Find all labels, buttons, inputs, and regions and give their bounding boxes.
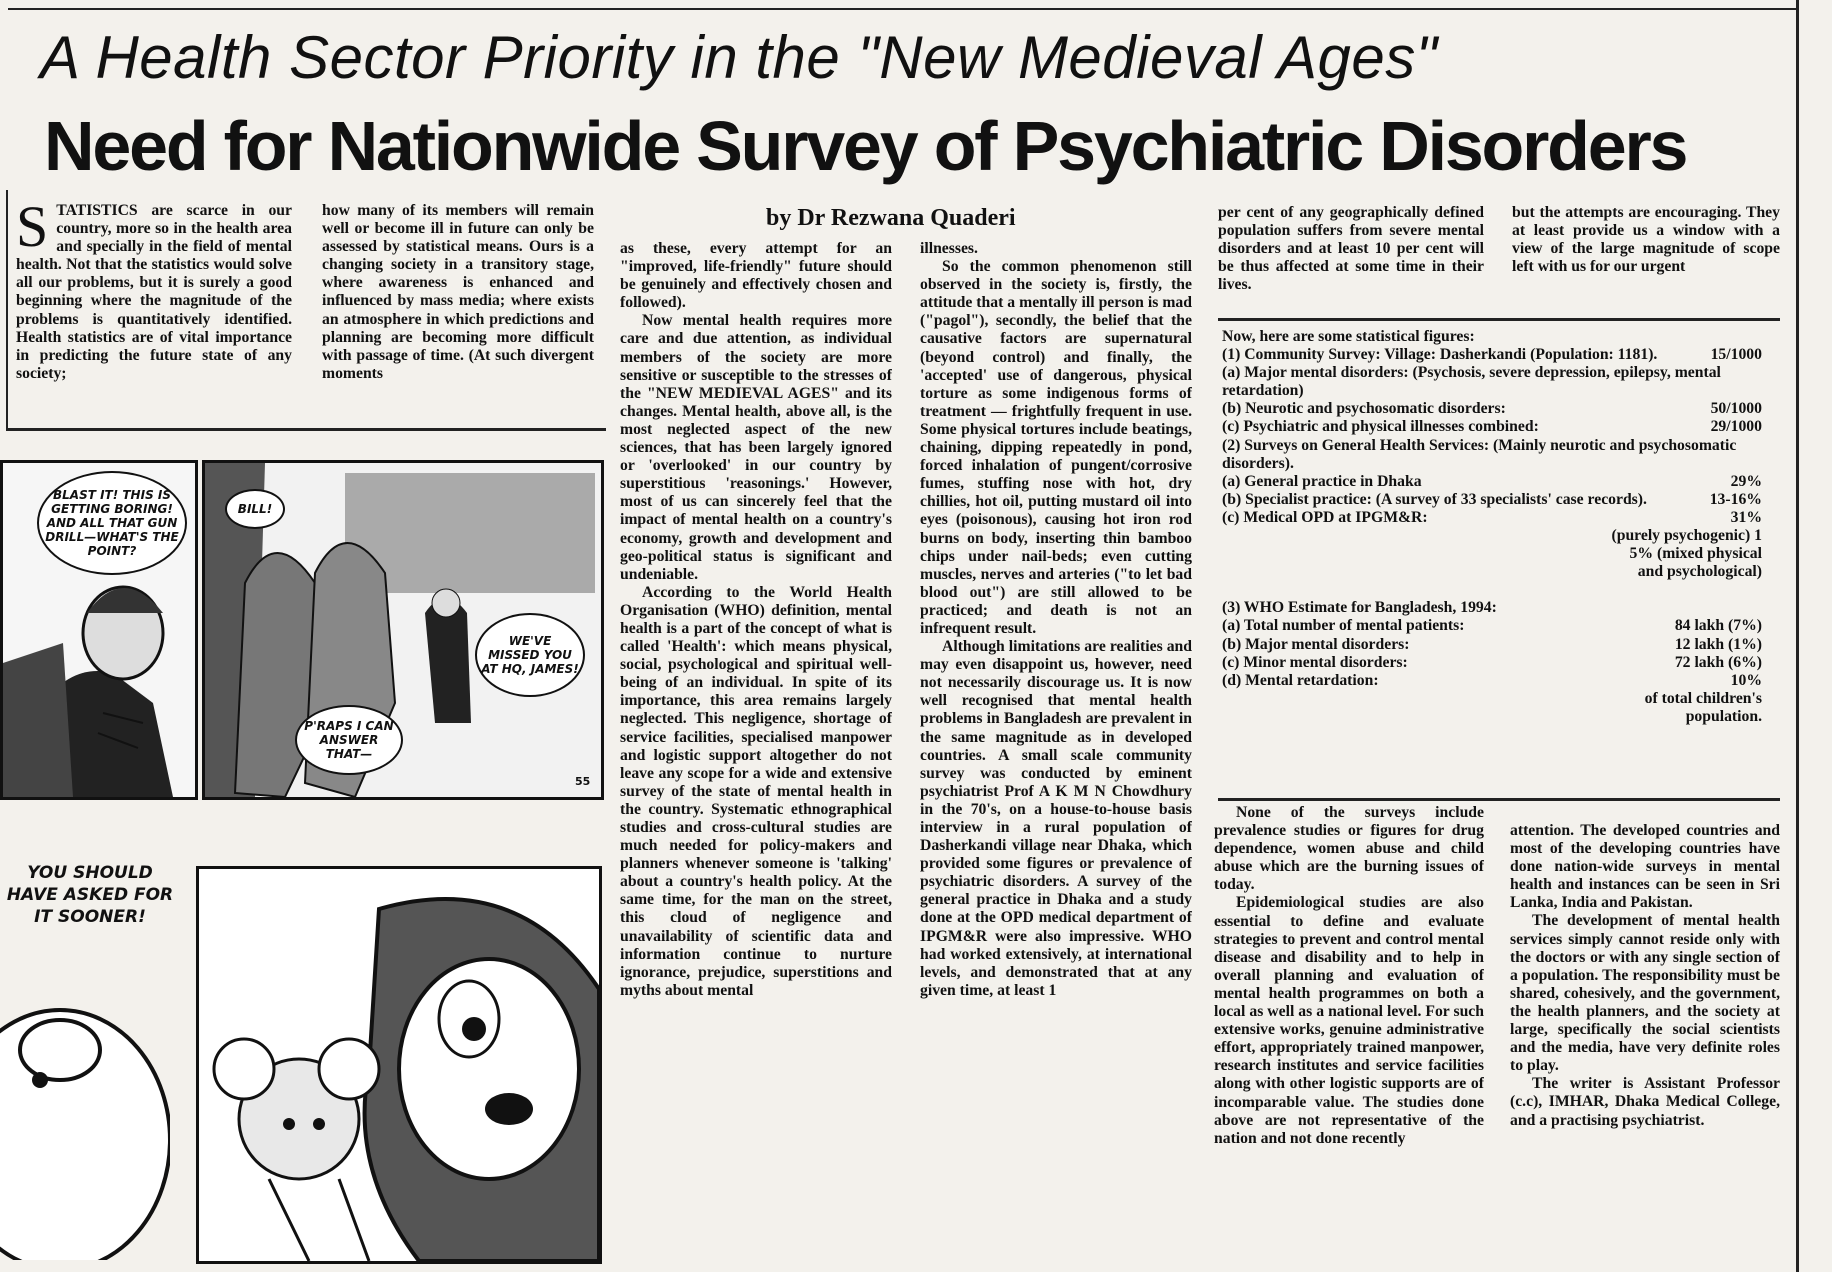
comic-panel-3 [196,866,602,1264]
column-6-bottom-para-1: attention. The developed countries and most of the developing countries have done nation-wide surveys in mental health and instances can be seen in Sri Lanka, India and Pakistan. [1510,822,1780,912]
cat-and-mouse-drawing [199,869,599,1261]
column-6-bottom-para-2: The development of mental health services simply cannot reside only with the doctors or with any single section of a population. The responsibility must be shared, cohesively, and the government, the health planners, and the society at large, specifically the social scientists and the media, have very definite roles to play. [1510,912,1780,1075]
stat-row: (3) WHO Estimate for Bangladesh, 1994: [1222,599,1497,617]
stats-intro: Now, here are some statistical figures: [1222,328,1475,345]
column-1-text: TATISTICS are scarce in our country, more so in the health area and specially in the field of mental health. Not that the statistics would solve all our problems, but it is surely a good beginning where the magnitude of the problems is quantitatively identified. Health statistics are of vital importance in predicting the future state of any society; [16,202,292,382]
column-5-top [1218,204,1484,320]
statistics-box [1222,328,1762,726]
column-5-top-text: per cent of any geographically defined population suffers from severe mental disorders and at least 10 per cent will be thus affected at some time in their lives. [1218,204,1484,294]
column-1 [16,202,292,434]
stat-row: (a) General practice in Dhaka 29% [1222,472,1762,490]
stats-top-rule [1218,318,1780,321]
speech-bubble: WE'VE MISSED YOU AT HQ, JAMES! [475,613,585,697]
stat-note: (purely psychogenic) 1 [1611,527,1762,545]
speech-bubble: BLAST IT! THIS IS GETTING BORING! AND ALL THAT GUN DRILL—WHAT'S THE POINT? [37,471,187,575]
column-5-bottom-para-1: None of the surveys include prevalence studies or figures for drug dependence, women abuse and child abuse which are the burning issues of today. [1214,804,1484,894]
column-3-para-3: According to the World Health Organisation (WHO) definition, mental health is a part of the concept of what is called 'Health': which means physical, social, psychological and spiritual well-being of an individual. In spite of its importance, this area remains largely neglected. This negligence, shortage of service facilities, specialised manpower and logistic support altogether do not leave any scope for a wide and extensive survey of the state of mental health in the country. Systematic ethnographical studies and cross-cultural studies are much needed for policy-makers and planners whenever someone is 'talking' about a country's health policy. At the same time, for the man on the street, this cloud of negligence and unavailability of scientific data and information continue to nurture ignorance, prejudice, superstitions and myths about mental [620,583,892,999]
column-6-bottom [1510,822,1780,1250]
column-2-text: how many of its members will remain well or become ill in future can only be assessed by statistical means. Ours is a changing society in a transitory stage, where awareness is enhanced and influenced by mass media; where exists an atmosphere in which predictions and planning are becoming more difficult with passage of time. (At such divergent moments [322,202,594,382]
column-4-para-2: So the common phenomenon still observed in the society is, firstly, the attitude that a mentally ill person is mad ("pagol"), secondly, the belief that the causative factors are supernatural (beyond control) and finally, the 'accepted' use of dangerous, physical torture as some indigenous forms of treatment — frightfully frequent in use. Some physical tortures include beatings, chaining, dipping repeatedly in pond, forced inhalation of pungent/corrosive fumes, stuffing nose with hot, dry chillies, hot oil, putting mustard oil into eyes (poisonous), causing hot iron rod burns on body, inserting thin bamboo chips under nail-beds; even cutting muscles, nerves and arteries ("to let bad blood out") are still allowed to be practiced; and death is not an infrequent result. [920,258,1192,637]
stat-row: (b) Specialist practice: (A survey of 33 specialists' case records). 13-16% [1222,490,1762,508]
speech-bubble: P'RAPS I CAN ANSWER THAT— [295,705,403,775]
article-byline: by Dr Rezwana Quaderi [766,205,1016,231]
stat-note: and psychological) [1637,563,1762,581]
frame-top-rule [8,8,1798,10]
stat-row: (c) Minor mental disorders: 72 lakh (6%) [1222,653,1762,671]
column-6-top-text: but the attempts are encouraging. They at least provide us a window with a view of the large magnitude of scope left with us for our urgent [1512,204,1780,276]
article-kicker: A Health Sector Priority in the "New Medieval Ages" [40,24,1438,91]
stat-row: (b) Major mental disorders: 12 lakh (1%) [1222,635,1762,653]
column-5-bottom [1214,804,1484,1250]
stat-note: population. [1685,707,1762,725]
header-left-rule [6,190,8,428]
comic-panel-2 [202,460,604,800]
stat-row: (1) Community Survey: Village: Dasherkandi (Population: 1181). 15/1000 [1222,346,1762,364]
column-2 [322,202,594,434]
stat-row: (c) Psychiatric and physical illnesses combined: 29/1000 [1222,418,1762,436]
stat-note: of total children's [1644,689,1762,707]
comic-panel-1 [0,460,198,800]
comic-strip-2 [0,830,600,1260]
frame-right-rule [1796,0,1799,1272]
stat-row: (2) Surveys on General Health Services: (Mainly neurotic and psychosomatic disorders). [1222,436,1737,472]
comic-page-number: 55 [575,775,591,788]
drop-cap: S [16,202,49,259]
column-3-para-1: as these, every attempt for an "improved, life-friendly" future should be genuinely and effectively chosen and followed). [620,240,892,312]
stats-bottom-rule [1218,798,1780,801]
writer-note: The writer is Assistant Professor (c.c), IMHAR, Dhaka Medical College, and a practising psychiatrist. [1510,1075,1780,1129]
stat-row: (a) Major mental disorders: (Psychosis, severe depression, epilepsy, mental retardation) [1222,364,1721,400]
column-6-top [1512,204,1780,320]
column-5-bottom-para-2: Epidemiological studies are also essential to define and evaluate strategies to prevent and control mental disease and disability and to help in overall planning and evaluation of mental health programmes on both a local as well as a national level. For such extensive works, genuine administrative effort, appropriately trained manpower, research institutes and service facilities along with other logistic supports are of incomparable value. The studies done above are not representative of the nation and not done recently [1214,894,1484,1147]
column-3-para-2: Now mental health requires more care and due attention, as individual members of the society are more sensitive or susceptible to the stresses of the "NEW MEDIEVAL AGES" and its changes. Mental health, above all, is the most neglected aspect of the new sciences, that has been largely ignored or 'overlooked' in our country by superstitious 'reasonings.' However, most of us can sincerely feel that the impact of mental health on a country's economy, growth and development and geo-political status is significant and undeniable. [620,312,892,583]
comic-strip-1 [0,460,600,800]
column-4-para-1: illnesses. [920,240,978,257]
article-headline: Need for Nationwide Survey of Psychiatric Disorders [44,107,1687,185]
stat-note: 5% (mixed physical [1629,545,1762,563]
column-4-para-3: Although limitations are realities and may even disappoint us, however, need not necessarily discourage us. It is now well recognised that mental health problems in Bangladesh are prevalent in the same magnitude as in developed countries. A small scale community survey was conducted by eminent psychiatrist Prof A K M N Chowdhury in the 70's, on a house-to-house basis interview in a rural population of Dasherkandi village near Dhaka, which provided some figures or prevalence of psychiatric disorders. A survey of the general practice in Dhaka and a study done at the OPD medical department of IPGM&R were also impressive. WHO had worked extensively, at international levels, and demonstrated that at any given time, at least 1 [920,638,1192,999]
column-3 [620,240,892,1250]
comic-caption: YOU SHOULD HAVE ASKED FOR IT SOONER! [6,863,174,927]
column-4 [920,240,1192,1250]
speech-bubble: BILL! [225,489,285,529]
mouse-face-drawing [0,940,170,1260]
stat-row: (a) Total number of mental patients: 84 lakh (7%) [1222,617,1762,635]
stat-row: (d) Mental retardation: 10% [1222,671,1762,689]
stat-row: (b) Neurotic and psychosomatic disorders: 50/1000 [1222,400,1762,418]
stat-row: (c) Medical OPD at IPGM&R: 31% [1222,508,1762,526]
